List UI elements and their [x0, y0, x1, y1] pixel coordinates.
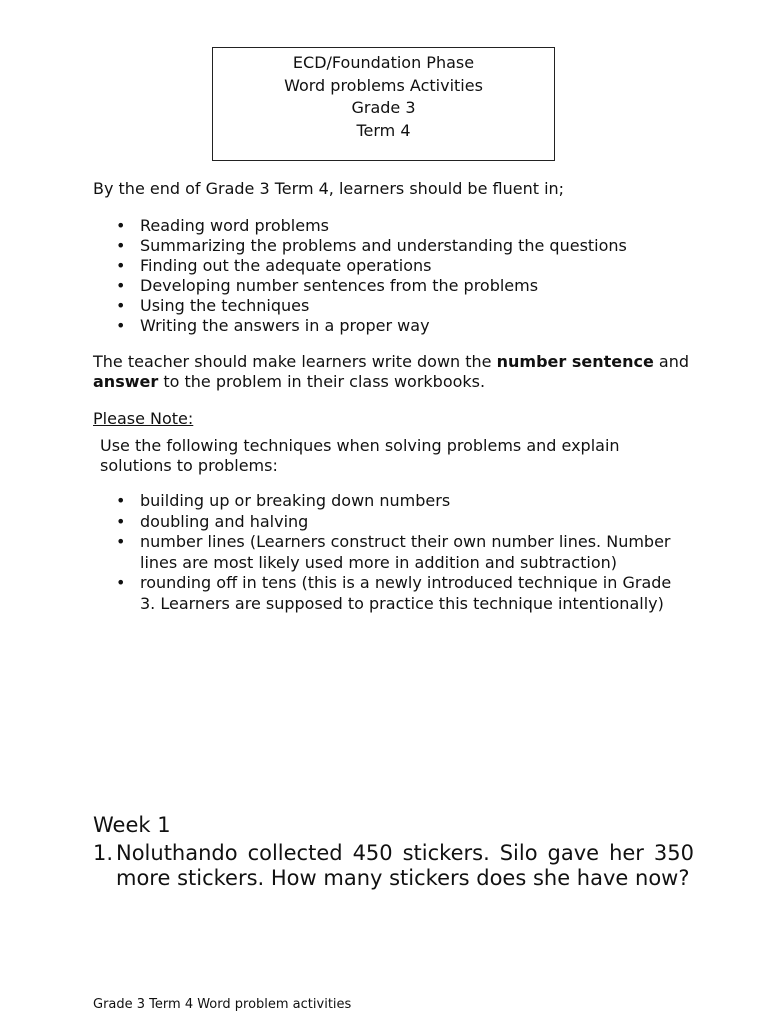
title-line-grade: Grade 3: [351, 98, 416, 117]
techniques-list: [116, 491, 676, 614]
number-sentence-emphasis: number sentence: [496, 352, 654, 371]
fluency-item: • Writing the answers in a proper way: [116, 316, 430, 335]
bullet-icon: •: [116, 316, 126, 335]
technique-item: • doubling and halving: [116, 511, 309, 531]
teacher-instruction: The teacher should make learners write down the number sentence and answer to the problem in their class workbooks.: [93, 352, 690, 391]
technique-item: • building up or breaking down numbers: [116, 491, 451, 510]
fluency-list: [116, 216, 716, 336]
bullet-icon: •: [116, 276, 126, 295]
title-line-phase: ECD/Foundation Phase: [292, 53, 475, 72]
fluency-item: • Finding out the adequate operations: [116, 256, 432, 275]
week-heading: Week 1: [93, 813, 171, 837]
techniques-intro: Use the following techniques when solving problems and explain solutions to problems:: [100, 436, 620, 475]
bullet-icon: •: [116, 236, 126, 255]
title-line-activities: Word problems Activities: [284, 75, 483, 95]
technique-item: • number lines (Learners construct their own number lines. Number lines are most likely used more in addition and subtraction): [116, 532, 671, 572]
intro-paragraph: By the end of Grade 3 Term 4, learners should be fluent in;: [93, 179, 565, 198]
bullet-icon: •: [116, 511, 126, 531]
bullet-icon: •: [116, 573, 126, 592]
bullet-icon: •: [116, 532, 126, 551]
bullet-icon: •: [116, 296, 126, 315]
fluency-item: • Reading word problems: [116, 216, 329, 235]
answer-emphasis: answer: [93, 372, 159, 391]
fluency-item: • Developing number sentences from the problems: [116, 276, 539, 295]
bullet-icon: •: [116, 491, 126, 510]
bullet-icon: •: [116, 216, 126, 235]
title-line-term: Term 4: [356, 120, 411, 140]
problem-number: 1.: [93, 841, 114, 865]
technique-item: • rounding off in tens (this is a newly introduced technique in Grade 3. Learners are supposed to practice this technique intentionally): [116, 573, 672, 613]
title-box: [212, 47, 555, 161]
word-problem: [93, 841, 694, 891]
page-footer: Grade 3 Term 4 Word problem activities: [93, 997, 352, 1012]
bullet-icon: •: [116, 256, 126, 275]
fluency-item: • Using the techniques: [116, 296, 310, 315]
problem-text: Noluthando collected 450 stickers. Silo gave her 350 more stickers. How many stickers does she have now?: [116, 841, 694, 890]
please-note-heading: Please Note:: [93, 409, 194, 428]
fluency-item: • Summarizing the problems and understanding the questions: [116, 236, 627, 255]
